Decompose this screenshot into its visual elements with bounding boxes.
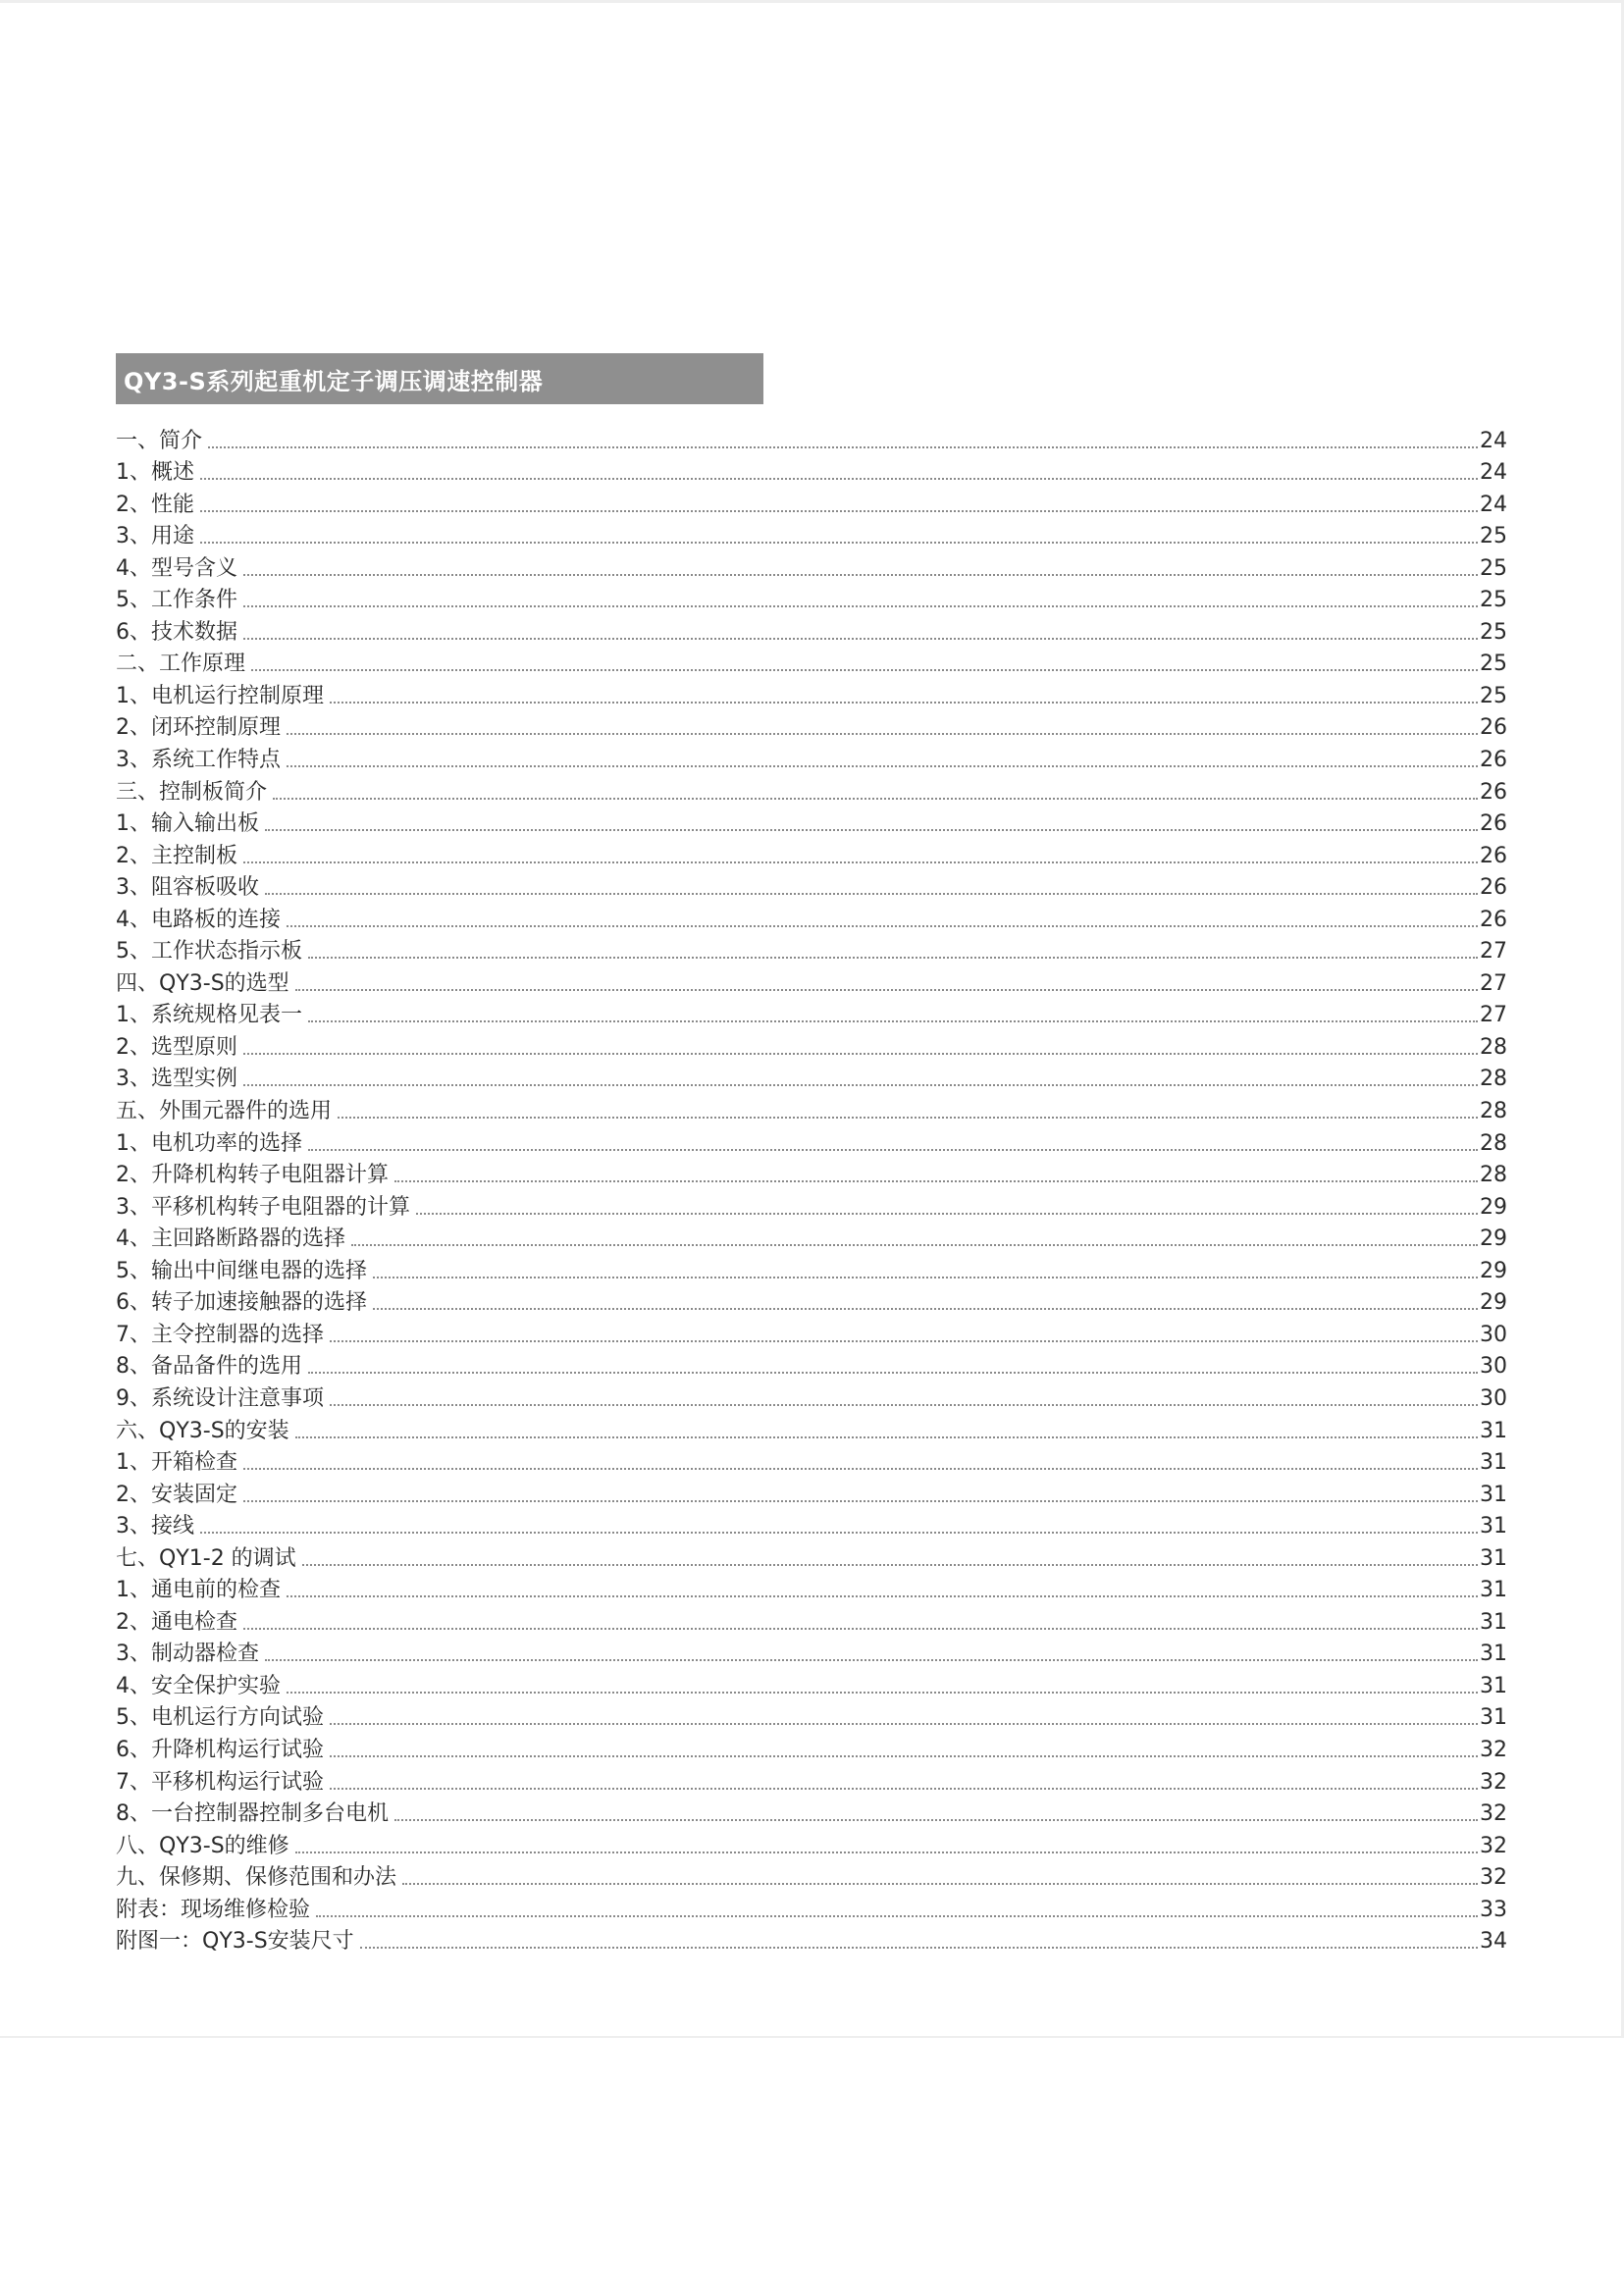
toc-entry-page-number: 31 (1480, 1482, 1507, 1507)
toc-entry-page-number: 26 (1480, 907, 1507, 932)
toc-entry-label: 一、简介 (116, 428, 203, 453)
toc-entry[interactable] (116, 1603, 1507, 1636)
toc-entry-page-number: 31 (1480, 1545, 1507, 1571)
toc-entry-page-number: 24 (1480, 492, 1507, 517)
toc-leader-dots (308, 1372, 1478, 1374)
toc-leader-dots (338, 1117, 1478, 1119)
toc-entry-page-number: 32 (1480, 1801, 1507, 1827)
toc-entry[interactable] (116, 1827, 1507, 1859)
toc-entry[interactable] (116, 1124, 1507, 1157)
toc-entry-label: 5、电机运行方向试验 (116, 1705, 324, 1731)
toc-entry[interactable] (116, 806, 1507, 838)
toc-entry[interactable] (116, 454, 1507, 487)
toc-entry-label: 九、保修期、保修范围和办法 (116, 1865, 397, 1891)
toc-entry-page-number: 29 (1480, 1194, 1507, 1220)
toc-leader-dots (287, 765, 1478, 767)
toc-entry-label: 3、系统工作特点 (116, 748, 281, 773)
toc-leader-dots (200, 478, 1478, 480)
toc-leader-dots (208, 446, 1478, 448)
toc-entry[interactable] (116, 1667, 1507, 1699)
toc-entry[interactable] (116, 1763, 1507, 1796)
toc-entry-label: 2、性能 (116, 492, 194, 517)
toc-leader-dots (351, 1244, 1478, 1246)
toc-entry[interactable] (116, 1699, 1507, 1732)
toc-entry-page-number: 28 (1480, 1034, 1507, 1060)
toc-entry-page-number: 29 (1480, 1226, 1507, 1252)
toc-leader-dots (243, 638, 1478, 640)
toc-entry-page-number: 25 (1480, 652, 1507, 677)
page-edge-bottom (0, 2036, 1624, 2038)
toc-leader-dots (287, 925, 1478, 927)
toc-entry[interactable] (116, 1796, 1507, 1828)
toc-leader-dots (308, 1020, 1478, 1022)
toc-leader-dots (402, 1883, 1478, 1885)
toc-entry[interactable] (116, 1636, 1507, 1668)
toc-leader-dots (394, 1819, 1478, 1821)
toc-entry[interactable] (116, 613, 1507, 646)
toc-entry[interactable] (116, 1891, 1507, 1923)
toc-entry-label: 5、工作状态指示板 (116, 939, 302, 965)
toc-entry-label: 五、外围元器件的选用 (116, 1099, 333, 1124)
toc-leader-dots (200, 510, 1478, 512)
toc-entry-label: 9、系统设计注意事项 (116, 1385, 324, 1411)
toc-leader-dots (265, 829, 1478, 831)
toc-entry-page-number: 34 (1480, 1929, 1507, 1955)
toc-entry-label: 8、一台控制器控制多台电机 (116, 1801, 389, 1827)
toc-entry-label: 5、工作条件 (116, 588, 237, 613)
toc-leader-dots (373, 1308, 1478, 1310)
toc-entry-label: 二、工作原理 (116, 652, 246, 677)
toc-leader-dots (330, 1788, 1478, 1790)
toc-entry[interactable] (116, 518, 1507, 550)
toc-entry[interactable] (116, 901, 1507, 933)
toc-entry-page-number: 26 (1480, 748, 1507, 773)
toc-leader-dots (243, 1500, 1478, 1502)
toc-entry-label: 6、转子加速接触器的选择 (116, 1290, 367, 1316)
toc-entry[interactable] (116, 549, 1507, 582)
toc-entry[interactable] (116, 1221, 1507, 1253)
toc-entry-label: 1、系统规格见表一 (116, 1003, 302, 1028)
toc-entry-page-number: 31 (1480, 1673, 1507, 1698)
toc-leader-dots (265, 893, 1478, 895)
toc-leader-dots (330, 702, 1478, 704)
toc-entry-page-number: 30 (1480, 1385, 1507, 1411)
toc-entry[interactable] (116, 582, 1507, 614)
toc-entry[interactable] (116, 1092, 1507, 1124)
toc-entry[interactable] (116, 1539, 1507, 1572)
toc-entry[interactable] (116, 997, 1507, 1029)
toc-entry-label: 四、QY3-S的选型 (116, 970, 289, 996)
toc-entry[interactable] (116, 1508, 1507, 1540)
toc-leader-dots (243, 1084, 1478, 1086)
toc-leader-dots (287, 1692, 1478, 1694)
toc-leader-dots (287, 733, 1478, 735)
toc-entry[interactable] (116, 677, 1507, 709)
toc-entry-page-number: 25 (1480, 524, 1507, 549)
toc-leader-dots (302, 1564, 1478, 1566)
toc-entry-label: 8、备品备件的选用 (116, 1354, 302, 1380)
toc-entry-page-number: 31 (1480, 1578, 1507, 1603)
toc-entry[interactable] (116, 1476, 1507, 1508)
toc-leader-dots (316, 1915, 1478, 1917)
toc-entry[interactable] (116, 965, 1507, 997)
toc-entry-label: 3、制动器检查 (116, 1642, 259, 1667)
toc-entry-page-number: 25 (1480, 683, 1507, 708)
toc-entry-label: 三、控制板简介 (116, 779, 268, 805)
toc-entry-page-number: 27 (1480, 939, 1507, 965)
toc-entry-label: 1、电机运行控制原理 (116, 683, 324, 708)
toc-entry[interactable] (116, 933, 1507, 965)
toc-entry[interactable] (116, 1731, 1507, 1763)
toc-entry-page-number: 33 (1480, 1897, 1507, 1922)
toc-entry-page-number: 30 (1480, 1354, 1507, 1380)
toc-entry-page-number: 24 (1480, 428, 1507, 453)
toc-entry-label: 3、用途 (116, 524, 194, 549)
toc-leader-dots (243, 1468, 1478, 1470)
toc-entry-page-number: 24 (1480, 460, 1507, 486)
toc-leader-dots (243, 861, 1478, 863)
toc-leader-dots (295, 989, 1478, 991)
toc-leader-dots (330, 1340, 1478, 1342)
toc-leader-dots (330, 1755, 1478, 1757)
toc-leader-dots (287, 1595, 1478, 1597)
toc-entry-label: 六、QY3-S的安装 (116, 1418, 289, 1443)
toc-entry[interactable] (116, 1188, 1507, 1221)
table-of-contents (116, 422, 1507, 1955)
toc-entry-label: 2、安装固定 (116, 1482, 237, 1507)
toc-leader-dots (243, 1053, 1478, 1055)
toc-entry-page-number: 32 (1480, 1833, 1507, 1858)
toc-entry-page-number: 28 (1480, 1163, 1507, 1188)
toc-entry[interactable] (116, 837, 1507, 869)
toc-leader-dots (265, 1659, 1478, 1661)
toc-entry[interactable] (116, 773, 1507, 806)
toc-entry-label: 6、升降机构运行试验 (116, 1737, 324, 1762)
toc-entry[interactable] (116, 1284, 1507, 1317)
toc-entry-label: 4、主回路断路器的选择 (116, 1226, 345, 1252)
toc-leader-dots (330, 1723, 1478, 1725)
toc-entry-page-number: 31 (1480, 1418, 1507, 1443)
toc-entry[interactable] (116, 1923, 1507, 1956)
toc-entry-label: 七、QY1-2 的调试 (116, 1545, 296, 1571)
toc-leader-dots (394, 1180, 1478, 1182)
toc-leader-dots (308, 1149, 1478, 1151)
toc-entry-page-number: 25 (1480, 619, 1507, 645)
toc-entry[interactable] (116, 869, 1507, 902)
toc-entry[interactable] (116, 1028, 1507, 1061)
toc-entry-page-number: 25 (1480, 588, 1507, 613)
toc-entry-label: 2、主控制板 (116, 843, 237, 868)
document-title: QY3-S系列起重机定子调压调速控制器 (124, 367, 544, 395)
toc-entry[interactable] (116, 1859, 1507, 1892)
toc-entry-page-number: 27 (1480, 970, 1507, 996)
toc-leader-dots (360, 1947, 1478, 1949)
toc-leader-dots (251, 669, 1478, 671)
toc-entry[interactable] (116, 1380, 1507, 1412)
toc-entry-label: 4、电路板的连接 (116, 907, 281, 932)
toc-entry-page-number: 29 (1480, 1290, 1507, 1316)
toc-entry-label: 5、输出中间继电器的选择 (116, 1258, 367, 1283)
toc-entry-label: 2、升降机构转子电阻器计算 (116, 1163, 389, 1188)
toc-leader-dots (243, 605, 1478, 607)
toc-entry-label: 6、技术数据 (116, 619, 237, 645)
toc-leader-dots (416, 1213, 1478, 1215)
toc-entry-label: 4、型号含义 (116, 555, 237, 581)
toc-entry-label: 7、平移机构运行试验 (116, 1769, 324, 1795)
toc-entry[interactable] (116, 422, 1507, 454)
toc-entry-page-number: 26 (1480, 811, 1507, 837)
toc-entry-label: 1、概述 (116, 460, 194, 486)
toc-entry-page-number: 26 (1480, 779, 1507, 805)
toc-entry-label: 1、开箱检查 (116, 1450, 237, 1476)
toc-entry[interactable] (116, 486, 1507, 518)
toc-entry[interactable] (116, 1348, 1507, 1381)
toc-entry-page-number: 31 (1480, 1609, 1507, 1635)
toc-entry-page-number: 32 (1480, 1769, 1507, 1795)
toc-entry-label: 2、闭环控制原理 (116, 715, 281, 741)
toc-entry-page-number: 27 (1480, 1003, 1507, 1028)
toc-leader-dots (243, 574, 1478, 576)
toc-entry-label: 3、阻容板吸收 (116, 875, 259, 901)
toc-entry[interactable] (116, 1412, 1507, 1444)
toc-entry-page-number: 29 (1480, 1258, 1507, 1283)
toc-entry-page-number: 26 (1480, 875, 1507, 901)
toc-leader-dots (330, 1404, 1478, 1406)
toc-entry-page-number: 28 (1480, 1099, 1507, 1124)
toc-entry-label: 附表：现场维修检验 (116, 1897, 311, 1922)
toc-entry-label: 1、电机功率的选择 (116, 1130, 302, 1156)
toc-entry-page-number: 28 (1480, 1067, 1507, 1092)
toc-entry-page-number: 32 (1480, 1865, 1507, 1891)
toc-entry-page-number: 32 (1480, 1737, 1507, 1762)
toc-entry-page-number: 30 (1480, 1322, 1507, 1347)
toc-entry-label: 1、输入输出板 (116, 811, 259, 837)
toc-entry-label: 4、安全保护实验 (116, 1673, 281, 1698)
toc-entry-page-number: 28 (1480, 1130, 1507, 1156)
page-edge-top (0, 0, 1624, 3)
title-bar (116, 353, 763, 404)
toc-leader-dots (200, 542, 1478, 544)
toc-leader-dots (308, 957, 1478, 959)
toc-entry[interactable] (116, 646, 1507, 678)
toc-entry-label: 3、选型实例 (116, 1067, 237, 1092)
toc-entry-page-number: 26 (1480, 715, 1507, 741)
toc-leader-dots (373, 1277, 1478, 1278)
toc-entry-label: 八、QY3-S的维修 (116, 1833, 289, 1858)
toc-entry-label: 1、通电前的检查 (116, 1578, 281, 1603)
toc-entry-page-number: 31 (1480, 1450, 1507, 1476)
toc-entry-page-number: 31 (1480, 1642, 1507, 1667)
toc-entry-page-number: 31 (1480, 1705, 1507, 1731)
toc-leader-dots (295, 1852, 1478, 1853)
toc-entry[interactable] (116, 1572, 1507, 1604)
toc-leader-dots (243, 1628, 1478, 1630)
toc-entry-label: 7、主令控制器的选择 (116, 1322, 324, 1347)
toc-entry[interactable] (116, 1157, 1507, 1189)
toc-entry-label: 3、接线 (116, 1514, 194, 1539)
toc-entry[interactable] (116, 709, 1507, 742)
toc-entry-label: 3、平移机构转子电阻器的计算 (116, 1194, 410, 1220)
toc-entry-page-number: 31 (1480, 1514, 1507, 1539)
toc-leader-dots (273, 798, 1478, 800)
toc-entry-page-number: 26 (1480, 843, 1507, 868)
toc-entry[interactable] (116, 1316, 1507, 1348)
toc-leader-dots (295, 1436, 1478, 1438)
toc-entry[interactable] (116, 1252, 1507, 1284)
toc-leader-dots (200, 1532, 1478, 1534)
toc-entry-label: 2、选型原则 (116, 1034, 237, 1060)
toc-entry[interactable] (116, 1061, 1507, 1093)
toc-entry[interactable] (116, 741, 1507, 773)
toc-entry-page-number: 25 (1480, 555, 1507, 581)
toc-entry[interactable] (116, 1444, 1507, 1477)
toc-entry-label: 附图一：QY3-S安装尺寸 (116, 1929, 354, 1955)
toc-entry-label: 2、通电检查 (116, 1609, 237, 1635)
